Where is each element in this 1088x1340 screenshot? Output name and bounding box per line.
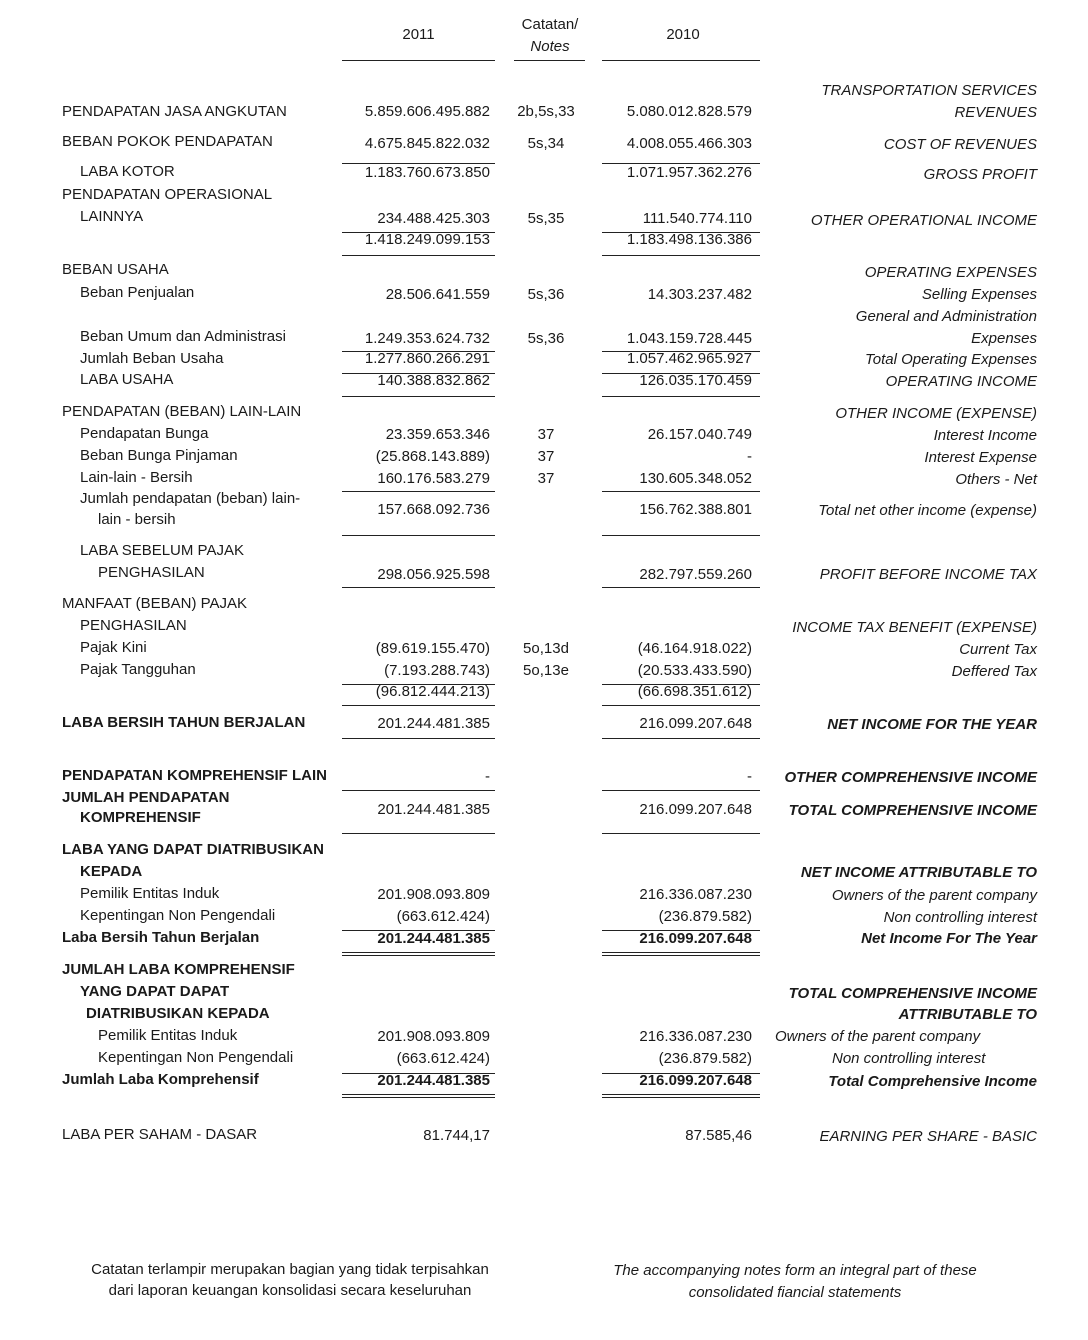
other-op-en: OTHER OPERATIONAL INCOME: [810, 212, 1037, 229]
ga-id: Beban Umum dan Administrasi: [80, 328, 286, 345]
oci-2011: -: [485, 768, 490, 785]
cost_rev-2011: 4.675.845.822.032: [364, 135, 490, 152]
net_total-2011: 201.244.481.385: [377, 930, 490, 947]
other-head-en: OTHER INCOME (EXPENSE): [835, 405, 1037, 422]
net-total-a-line-2010: [602, 952, 760, 953]
ga-note: 5s,36: [527, 330, 565, 347]
nci1-2010: (236.879.582): [658, 908, 752, 925]
others-net-line-2010: [602, 491, 760, 492]
subtotal-line-2010: [602, 255, 760, 256]
ga-2011: 1.249.353.624.732: [364, 330, 490, 347]
net-total-en: Net Income For The Year: [861, 930, 1037, 947]
ci-attr-id-1: JUMLAH LABA KOMPREHENSIF: [62, 961, 295, 978]
total_other-2011: 157.668.092.736: [377, 501, 490, 518]
net-total-b-line-2010: [602, 955, 760, 956]
total-ci-id-2: KOMPREHENSIF: [80, 809, 201, 826]
footer-id-2: dari laporan keuangan konsolidasi secara keseluruhan: [108, 1282, 472, 1299]
total-ci-line-2011: [342, 833, 495, 834]
tax-head-id-1: MANFAAT (BEBAN) PAJAK: [62, 595, 248, 612]
current-tax-en: Current Tax: [959, 641, 1037, 658]
ci-total-a-line-2010: [602, 1094, 760, 1095]
net-total-id: Laba Bersih Tahun Berjalan: [62, 929, 260, 946]
opex-head-en: OPERATING EXPENSES: [864, 264, 1037, 281]
footer-en-2: consolidated fiancial statements: [688, 1284, 902, 1301]
others-net-en: Others - Net: [955, 471, 1037, 488]
interest_exp-2011: (25.868.143.889): [375, 448, 490, 465]
transport-en-2: REVENUES: [954, 104, 1037, 121]
pbt-id-2: PENGHASILAN: [98, 564, 205, 581]
tax_total-2011: (96.812.444.213): [375, 683, 490, 700]
cost-rev-en: COST OF REVENUES: [883, 136, 1037, 153]
net-total-a-line-2011: [342, 952, 495, 953]
total-opex-en: Total Operating Expenses: [864, 351, 1037, 368]
eps-2011: 81.744,17: [423, 1127, 490, 1144]
interest-exp-en: Interest Expense: [924, 449, 1037, 466]
nci1-2011: (663.612.424): [396, 908, 490, 925]
op-income-en: OPERATING INCOME: [885, 373, 1037, 390]
ci-total-id: Jumlah Laba Komprehensif: [62, 1071, 259, 1088]
interest_inc-note: 37: [537, 426, 555, 443]
owners2-2010: 216.336.087.230: [639, 1028, 752, 1045]
tax-total-line-2011: [342, 705, 495, 706]
ga-en-1: General and Administration: [855, 308, 1037, 325]
eps-2010: 87.585,46: [685, 1127, 752, 1144]
cost_rev-note: 5s,34: [527, 135, 565, 152]
tax-head-id-2: PENGHASILAN: [80, 617, 187, 634]
interest_inc-2010: 26.157.040.749: [647, 426, 752, 443]
deferred_tax-note: 5o,13e: [523, 662, 569, 679]
op-income-line-2010: [602, 396, 760, 397]
net_income-2011: 201.244.481.385: [377, 715, 490, 732]
total_ci-2010: 216.099.207.648: [639, 801, 752, 818]
total-other-en: Total net other income (expense): [818, 502, 1037, 519]
net-income-id: LABA BERSIH TAHUN BERJALAN: [62, 714, 306, 731]
ci-attr-id-2: YANG DAPAT DAPAT: [80, 983, 230, 1000]
ci_total-2011: 201.244.481.385: [377, 1072, 490, 1089]
interest_inc-2011: 23.359.653.346: [385, 426, 490, 443]
header-line-2010: [602, 60, 760, 61]
attr-head-id-2: KEPADA: [80, 863, 143, 880]
pbt-line-2011: [342, 587, 495, 588]
interest_exp-2010: -: [747, 448, 752, 465]
subtotal-line-2011: [342, 255, 495, 256]
pbt-en: PROFIT BEFORE INCOME TAX: [819, 566, 1037, 583]
owners1-en: Owners of the parent company: [831, 887, 1037, 904]
ci-attr-en-1: TOTAL COMPREHENSIVE INCOME: [788, 985, 1037, 1002]
net_income-2010: 216.099.207.648: [639, 715, 752, 732]
oci-line-2011: [342, 790, 495, 791]
op_income-2010: 126.035.170.459: [639, 372, 752, 389]
interest-inc-en: Interest Income: [933, 427, 1037, 444]
nci2-en: Non controlling interest: [832, 1050, 986, 1067]
interest-exp-id: Beban Bunga Pinjaman: [80, 447, 238, 464]
ci-total-b-line-2010: [602, 1097, 760, 1098]
selling-2011: 28.506.641.559: [385, 286, 490, 303]
oci-id: PENDAPATAN KOMPREHENSIF LAIN: [62, 767, 328, 784]
total-ci-en: TOTAL COMPREHENSIVE INCOME: [788, 802, 1037, 819]
owners2-2011: 201.908.093.809: [377, 1028, 490, 1045]
oci-2010: -: [747, 768, 752, 785]
ci_total-2010: 216.099.207.648: [639, 1072, 752, 1089]
owners1-id: Pemilik Entitas Induk: [80, 885, 220, 902]
attr-head-id-1: LABA YANG DAPAT DIATRIBUSIKAN: [62, 841, 324, 858]
selling-en: Selling Expenses: [921, 286, 1037, 303]
interest_exp-note: 37: [537, 448, 555, 465]
total-other-line-2011: [342, 535, 495, 536]
transport-en-1: TRANSPORTATION SERVICES: [821, 82, 1037, 99]
gross-2010: 1.071.957.362.276: [626, 164, 752, 181]
nci2-2010: (236.879.582): [658, 1050, 752, 1067]
owners1-2011: 201.908.093.809: [377, 886, 490, 903]
selling-note: 5s,36: [527, 286, 565, 303]
op-income-line-2011: [342, 396, 495, 397]
op_income-2011: 140.388.832.862: [377, 372, 490, 389]
total_other-2010: 156.762.388.801: [639, 501, 752, 518]
total-other-id-1: Jumlah pendapatan (beban) lain-: [80, 490, 301, 507]
footer-en-1: The accompanying notes form an integral part of these: [613, 1262, 977, 1279]
current_tax-note: 5o,13d: [523, 640, 569, 657]
total-opex-id: Jumlah Beban Usaha: [80, 350, 224, 367]
header-notes-2: Notes: [530, 38, 570, 55]
eps-id: LABA PER SAHAM - DASAR: [62, 1126, 258, 1143]
transport-2010: 5.080.012.828.579: [626, 103, 752, 120]
current-tax-id: Pajak Kini: [80, 639, 147, 656]
subtotal-2010: 1.183.498.136.386: [626, 231, 752, 248]
deferred_tax-2011: (7.193.288.743): [384, 662, 490, 679]
total-ci-line-2010: [602, 833, 760, 834]
transport-id: PENDAPATAN JASA ANGKUTAN: [62, 103, 287, 120]
deferred-tax-en: Deffered Tax: [951, 663, 1037, 680]
other-head-id: PENDAPATAN (BEBAN) LAIN-LAIN: [62, 403, 302, 420]
other_op-2011: 234.488.425.303: [377, 210, 490, 227]
other_op-2010: 111.540.774.110: [642, 210, 752, 227]
total-ci-id-1: JUMLAH PENDAPATAN: [62, 789, 230, 806]
ci-total-b-line-2011: [342, 1097, 495, 1098]
nci2-2011: (663.612.424): [396, 1050, 490, 1067]
pbt-id-1: LABA SEBELUM PAJAK: [80, 542, 244, 559]
transport-2011: 5.859.606.495.882: [364, 103, 490, 120]
tax-total-line-2010: [602, 705, 760, 706]
header-year-2010: 2010: [666, 26, 700, 43]
ci-attr-id-3: DIATRIBUSIKAN KEPADA: [86, 1005, 270, 1022]
oci-en: OTHER COMPREHENSIVE INCOME: [784, 769, 1037, 786]
total-other-line-2010: [602, 535, 760, 536]
gross-2011: 1.183.760.673.850: [364, 164, 490, 181]
tax_total-2010: (66.698.351.612): [637, 683, 752, 700]
others_net-2011: 160.176.583.279: [377, 470, 490, 487]
current_tax-2011: (89.619.155.470): [375, 640, 490, 657]
net-total-b-line-2011: [342, 955, 495, 956]
pbt-2010: 282.797.559.260: [639, 566, 752, 583]
net_total-2010: 216.099.207.648: [639, 930, 752, 947]
net-income-line-2010: [602, 738, 760, 739]
transport-note: 2b,5s,33: [517, 103, 575, 120]
others_net-2010: 130.605.348.052: [639, 470, 752, 487]
attr-head-en: NET INCOME ATTRIBUTABLE TO: [800, 864, 1037, 881]
selling-id: Beban Penjualan: [80, 284, 195, 301]
total-other-id-2: lain - bersih: [98, 511, 176, 528]
header-line-2011: [342, 60, 495, 61]
opex-head-id: BEBAN USAHA: [62, 261, 169, 278]
header-year-2011: 2011: [402, 26, 435, 43]
nci1-id: Kepentingan Non Pengendali: [80, 907, 276, 924]
current_tax-2010: (46.164.918.022): [637, 640, 752, 657]
other-op-id-2: LAINNYA: [80, 208, 144, 225]
owners2-en: Owners of the parent company: [775, 1028, 981, 1045]
net-income-en: NET INCOME FOR THE YEAR: [827, 716, 1037, 733]
owners1-2010: 216.336.087.230: [639, 886, 752, 903]
eps-en: EARNING PER SHARE - BASIC: [819, 1128, 1037, 1145]
net-income-line-2011: [342, 738, 495, 739]
pbt-line-2010: [602, 587, 760, 588]
ga-2010: 1.043.159.728.445: [626, 330, 752, 347]
interest-inc-id: Pendapatan Bunga: [80, 425, 209, 442]
tax-head-en: INCOME TAX BENEFIT (EXPENSE): [792, 619, 1037, 636]
footer-id-1: Catatan terlampir merupakan bagian yang tidak terpisahkan: [91, 1261, 489, 1278]
ga-en-2: Expenses: [971, 330, 1037, 347]
other_op-note: 5s,35: [527, 210, 565, 227]
op-income-id: LABA USAHA: [80, 371, 174, 388]
ci-attr-en-2: ATTRIBUTABLE TO: [898, 1006, 1037, 1023]
cost_rev-2010: 4.008.055.466.303: [626, 135, 752, 152]
gross-en: GROSS PROFIT: [923, 166, 1037, 183]
total_opex-2011: 1.277.860.266.291: [364, 350, 490, 367]
cost-rev-id: BEBAN POKOK PENDAPATAN: [62, 133, 273, 150]
others-net-id: Lain-lain - Bersih: [80, 469, 193, 486]
oci-line-2010: [602, 790, 760, 791]
others_net-note: 37: [537, 470, 555, 487]
ci-total-a-line-2011: [342, 1094, 495, 1095]
pbt-2011: 298.056.925.598: [377, 566, 490, 583]
deferred-tax-id: Pajak Tangguhan: [80, 661, 196, 678]
subtotal-2011: 1.418.249.099.153: [364, 231, 490, 248]
header-line-notes: [514, 60, 585, 61]
other-op-id-1: PENDAPATAN OPERASIONAL: [62, 186, 273, 203]
total_ci-2011: 201.244.481.385: [377, 801, 490, 818]
selling-2010: 14.303.237.482: [647, 286, 752, 303]
ci-total-en: Total Comprehensive Income: [828, 1073, 1037, 1090]
others-net-line-2011: [342, 491, 495, 492]
nci1-en: Non controlling interest: [883, 909, 1037, 926]
nci2-id: Kepentingan Non Pengendali: [98, 1049, 294, 1066]
owners2-id: Pemilik Entitas Induk: [98, 1027, 238, 1044]
gross-id: LABA KOTOR: [80, 163, 175, 180]
total_opex-2010: 1.057.462.965.927: [626, 350, 752, 367]
deferred_tax-2010: (20.533.433.590): [637, 662, 752, 679]
header-notes-1: Catatan/: [521, 16, 579, 33]
